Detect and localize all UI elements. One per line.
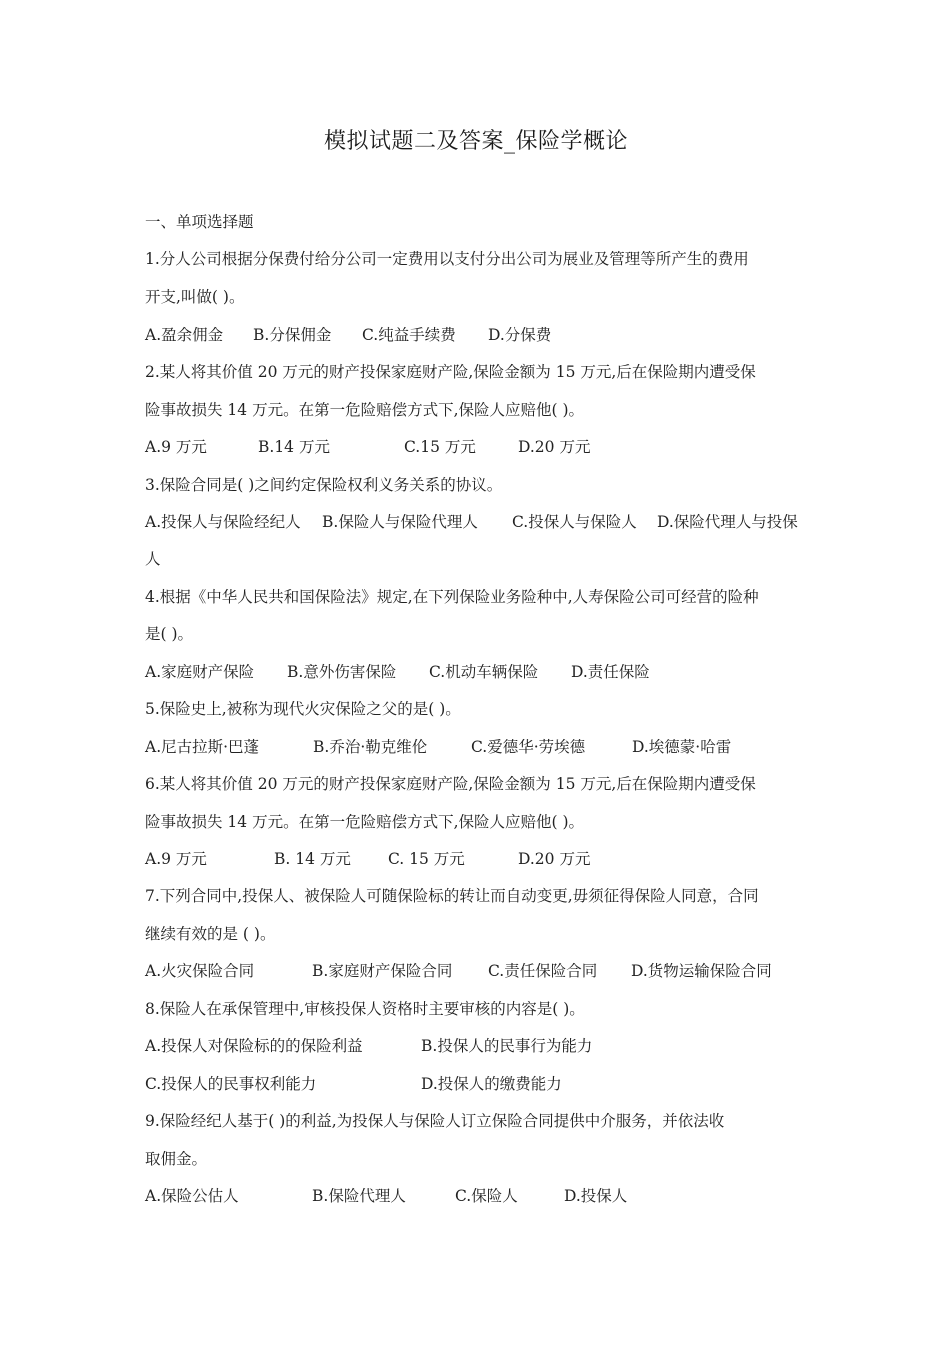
q4-option-b: B.意外伤害保险: [287, 663, 397, 681]
q4-option-a: A.家庭财产保险: [145, 663, 255, 681]
q1-option-c: C.纯益手续费: [362, 326, 456, 344]
question-1-text-cont: 开支,叫做( )。: [145, 288, 245, 306]
q1-option-a: A.盈余佣金: [145, 326, 224, 344]
q7-option-b: B.家庭财产保险合同: [312, 962, 453, 980]
q7-option-c: C.责任保险合同: [488, 962, 598, 980]
q3-option-b: B.保险人与保险代理人: [322, 513, 478, 531]
q3-option-d-cont: 人: [145, 550, 161, 568]
q8-option-d: D.投保人的缴费能力: [421, 1075, 562, 1093]
q3-option-c: C.投保人与保险人: [512, 513, 637, 531]
q3-option-a: A.投保人与保险经纪人: [145, 513, 301, 531]
question-2-text-cont: 险事故损失 14 万元。在第一危险赔偿方式下,保险人应赔他( )。: [145, 401, 585, 419]
q9-option-d: D.投保人: [564, 1187, 628, 1205]
q9-option-c: C.保险人: [455, 1187, 518, 1205]
question-4-text-cont: 是( )。: [145, 625, 194, 643]
q1-option-b: B.分保佣金: [253, 326, 332, 344]
q2-option-c: C.15 万元: [404, 438, 476, 456]
question-4-text: 4.根据《中华人民共和国保险法》规定,在下列保险业务险种中,人寿保险公司可经营的险种: [145, 588, 759, 606]
question-7-text: 7.下列合同中,投保人、被保险人可随保险标的转让而自动变更,毋须征得保险人同意，合同: [145, 887, 759, 905]
question-3-text: 3.保险合同是( )之间约定保险权利义务关系的协议。: [145, 476, 503, 494]
question-9-text-cont: 取佣金。: [145, 1150, 208, 1168]
q3-option-d: D.保险代理人与投保: [657, 513, 798, 531]
document-title: 模拟试题二及答案_保险学概论: [323, 129, 628, 154]
q4-option-c: C.机动车辆保险: [429, 663, 539, 681]
q8-option-c: C.投保人的民事权利能力: [145, 1075, 317, 1093]
q2-option-d: D.20 万元: [518, 438, 591, 456]
q9-option-a: A.保险公估人: [145, 1187, 239, 1205]
question-2-text: 2.某人将其价值 20 万元的财产投保家庭财产险,保险金额为 15 万元,后在保险期内遭受保: [145, 363, 756, 381]
question-6-text-cont: 险事故损失 14 万元。在第一危险赔偿方式下,保险人应赔他( )。: [145, 813, 585, 831]
q9-option-b: B.保险代理人: [312, 1187, 406, 1205]
q6-option-d: D.20 万元: [518, 850, 591, 868]
q6-option-a: A.9 万元: [145, 850, 207, 868]
q2-option-b: B.14 万元: [258, 438, 330, 456]
q5-option-b: B.乔治·勒克维伦: [313, 738, 428, 756]
q7-option-a: A.火灾保险合同: [145, 962, 255, 980]
question-9-text: 9.保险经纪人基于( )的利益,为投保人与保险人订立保险合同提供中介服务，并依法收: [145, 1112, 725, 1130]
q7-option-d: D.货物运输保险合同: [631, 962, 772, 980]
section-heading: 一、单项选择题: [145, 213, 254, 231]
q5-option-a: A.尼古拉斯·巴蓬: [145, 738, 260, 756]
question-6-text: 6.某人将其价值 20 万元的财产投保家庭财产险,保险金额为 15 万元,后在保险期内遭受保: [145, 775, 756, 793]
question-8-text: 8.保险人在承保管理中,审核投保人资格时主要审核的内容是( )。: [145, 1000, 585, 1018]
question-1-text: 1.分人公司根据分保费付给分公司一定费用以支付分出公司为展业及管理等所产生的费用: [145, 250, 749, 268]
question-7-text-cont: 继续有效的是 ( )。: [145, 925, 276, 943]
q6-option-c: C. 15 万元: [388, 850, 465, 868]
q8-option-a: A.投保人对保险标的的保险利益: [145, 1037, 363, 1055]
q4-option-d: D.责任保险: [571, 663, 650, 681]
q8-option-b: B.投保人的民事行为能力: [421, 1037, 593, 1055]
q2-option-a: A.9 万元: [145, 438, 207, 456]
q6-option-b: B. 14 万元: [274, 850, 351, 868]
question-5-text: 5.保险史上,被称为现代火灾保险之父的是( )。: [145, 700, 461, 718]
q5-option-c: C.爱德华·劳埃德: [471, 738, 586, 756]
q5-option-d: D.埃德蒙·哈雷: [632, 738, 732, 756]
q1-option-d: D.分保费: [488, 326, 552, 344]
